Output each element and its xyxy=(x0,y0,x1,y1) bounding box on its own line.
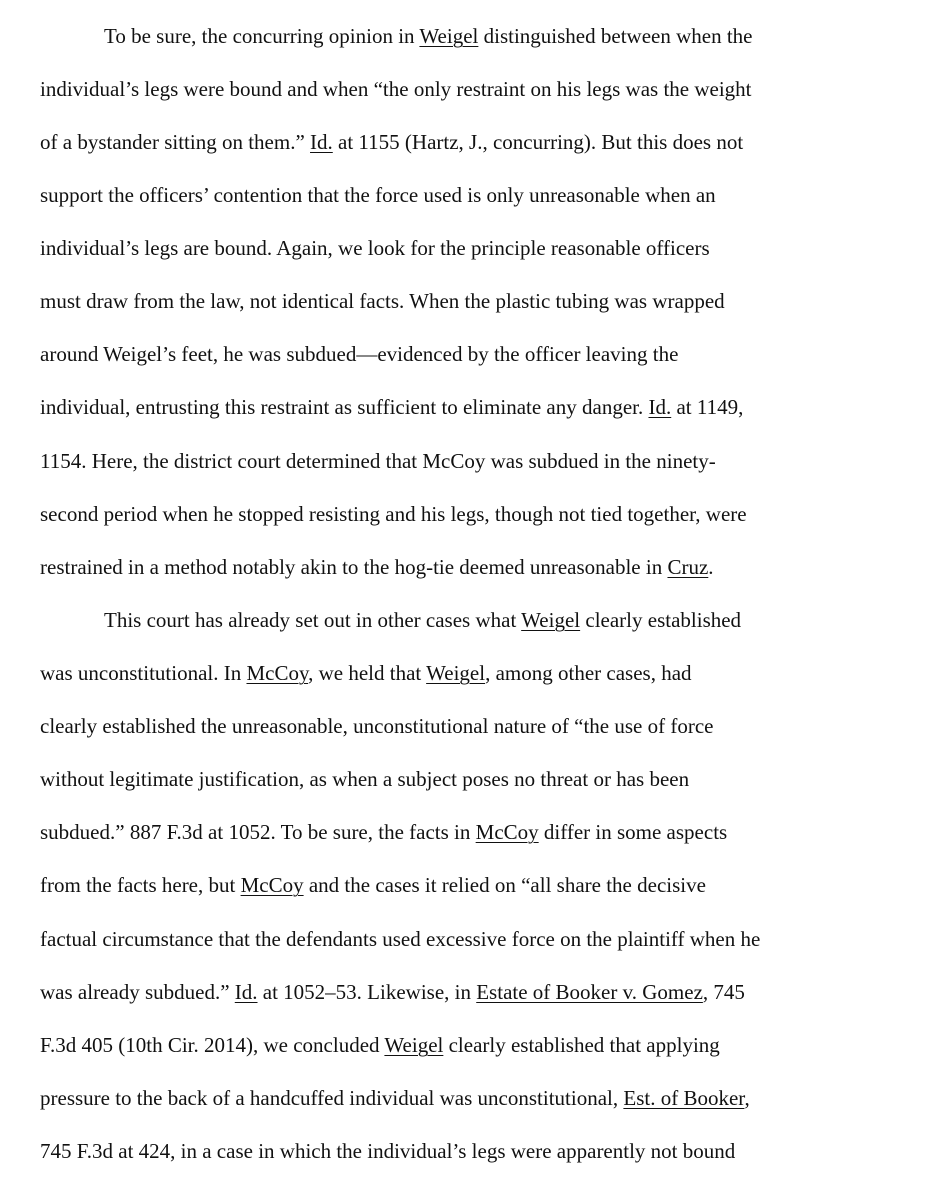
text-run: 1154. Here, the district court determined that McCoy was subdued in the ninety- xyxy=(40,449,716,473)
case-citation: Estate of Booker v. Gomez xyxy=(476,980,703,1004)
text-run: F.3d 405 (10th Cir. 2014), we concluded xyxy=(40,1033,385,1057)
text-line xyxy=(40,820,727,844)
text-line xyxy=(40,980,745,1004)
text-run: , 745 xyxy=(702,980,745,1004)
text-line xyxy=(40,1139,735,1163)
text-line xyxy=(40,873,706,897)
text-line xyxy=(40,1086,750,1110)
case-citation: Cruz xyxy=(667,555,709,579)
text-run: distinguished between when the xyxy=(478,24,753,48)
text-line xyxy=(40,236,710,260)
text-run: individual, entrusting this restraint as sufficient to eliminate any danger. xyxy=(40,395,649,419)
text-line xyxy=(104,24,752,48)
text-run: , among other cases, had xyxy=(485,661,692,685)
text-run: restrained in a method notably akin to the hog-tie deemed unreasonable in xyxy=(40,555,668,579)
text-run: support the officers’ contention that the force used is only unreasonable when an xyxy=(40,183,716,207)
case-citation: McCoy xyxy=(240,873,304,897)
text-run: without legitimate justification, as when a subject poses no threat or has been xyxy=(40,767,690,791)
text-run: of a bystander sitting on them.” xyxy=(40,130,311,154)
id-citation: Id. xyxy=(310,130,333,154)
case-citation: Weigel xyxy=(384,1033,444,1057)
text-run: clearly established the unreasonable, unconstitutional nature of “the use of force xyxy=(40,714,714,738)
text-line xyxy=(40,395,743,419)
case-citation: Est. of Booker xyxy=(623,1086,745,1110)
text-run: from the facts here, but xyxy=(40,873,241,897)
case-citation: Weigel xyxy=(419,24,479,48)
text-run: individual’s legs were bound and when “the only restraint on his legs was the weight xyxy=(40,77,752,101)
text-run: around Weigel’s feet, he was subdued—evidenced by the officer leaving the xyxy=(40,342,679,366)
text-run: clearly established xyxy=(580,608,742,632)
text-run: at 1052–53. Likewise, in xyxy=(257,980,477,1004)
text-run: pressure to the back of a handcuffed individual was unconstitutional, xyxy=(40,1086,624,1110)
text-run: This court has already set out in other cases what xyxy=(104,608,522,632)
text-line xyxy=(40,714,714,738)
id-citation: Id. xyxy=(648,395,672,419)
text-line xyxy=(40,661,692,685)
text-line xyxy=(40,555,714,579)
text-run: at 1149, xyxy=(671,395,744,419)
text-line xyxy=(40,342,678,366)
text-run: individual’s legs are bound. Again, we look for the principle reasonable officers xyxy=(40,236,710,260)
text-run: clearly established that applying xyxy=(443,1033,720,1057)
text-line xyxy=(40,289,725,313)
text-run: , we held that xyxy=(308,661,427,685)
text-line xyxy=(40,183,716,207)
case-citation: McCoy xyxy=(475,820,539,844)
case-citation: Weigel xyxy=(426,661,486,685)
case-citation: McCoy xyxy=(246,661,309,685)
text-run: To be sure, the concurring opinion in xyxy=(104,24,420,48)
case-citation: Weigel xyxy=(521,608,581,632)
id-citation: Id. xyxy=(234,980,258,1004)
text-run: was unconstitutional. In xyxy=(40,661,247,685)
text-line xyxy=(40,767,689,791)
text-line xyxy=(40,502,747,526)
text-run: second period when he stopped resisting and his legs, though not tied together, were xyxy=(40,502,747,526)
text-run: . xyxy=(708,555,714,579)
text-line xyxy=(40,1033,720,1057)
text-run: differ in some aspects xyxy=(538,820,728,844)
text-line xyxy=(104,608,741,632)
text-run: and the cases it relied on “all share the decisive xyxy=(303,873,706,897)
text-run: at 1155 (Hartz, J., concurring). But this does not xyxy=(332,130,744,154)
text-run: 745 F.3d at 424, in a case in which the individual’s legs were apparently not bound xyxy=(40,1139,736,1163)
text-line xyxy=(40,927,760,951)
text-run: was already subdued.” xyxy=(40,980,235,1004)
text-run: factual circumstance that the defendants used excessive force on the plaintiff when he xyxy=(40,927,761,951)
text-line xyxy=(40,77,752,101)
text-run: subdued.” 887 F.3d at 1052. To be sure, the facts in xyxy=(40,820,476,844)
text-run: , xyxy=(744,1086,750,1110)
text-run: must draw from the law, not identical facts. When the plastic tubing was wrapped xyxy=(40,289,725,313)
text-line xyxy=(40,130,743,154)
text-line xyxy=(40,449,716,473)
